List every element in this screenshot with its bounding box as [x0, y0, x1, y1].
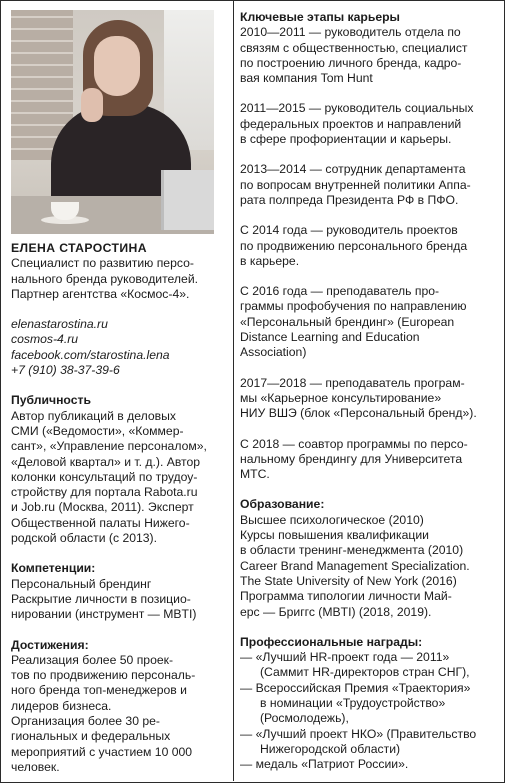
award-item: в номинации «Трудоустройство»	[260, 695, 446, 710]
text-line: ного бренда топ-менеджеров и	[11, 683, 187, 698]
left-column	[11, 10, 227, 775]
contact-list	[11, 317, 227, 378]
award-item: — медаль «Патриот России».	[240, 757, 409, 772]
achievements-heading: Достижения:	[11, 637, 89, 652]
text-line: связям с общественностью, специалист	[240, 40, 468, 55]
career-block	[240, 101, 502, 147]
text-line: С 2014 года — руководитель проектов	[240, 223, 458, 238]
text-line: по продвижению персонального бренда	[240, 238, 468, 253]
text-line: рата полпреда Президента РФ в ПФО.	[240, 192, 459, 207]
text-line: «Персональный брендинг» (European	[240, 314, 455, 329]
text-line: нальному брендингу для Университета	[240, 451, 463, 466]
career-block	[240, 223, 502, 269]
text-line: 2011—2015 — руководитель социальных	[240, 101, 474, 116]
text-line: Общественной палаты Нижего-	[11, 515, 190, 530]
text-line: сант», «Управление персоналом»,	[11, 439, 207, 454]
role-line: Партнер агентства «Космос-4».	[11, 286, 190, 301]
text-line: в сфере профориентации и карьеры.	[240, 132, 452, 147]
award-item: (Саммит HR-директоров стран СНГ),	[260, 665, 470, 680]
award-item: — «Лучший проект НКО» (Правительство	[240, 726, 477, 741]
phone-number[interactable]: +7 (910) 38-37-39-6	[11, 363, 120, 378]
awards-heading: Профессиональные награды:	[240, 634, 423, 649]
text-line: Организация более 30 ре-	[11, 714, 160, 729]
facebook-link[interactable]: facebook.com/starostina.lena	[11, 347, 170, 362]
text-line: Реализация более 50 проек-	[11, 652, 174, 667]
competencies-text	[11, 577, 227, 623]
text-line: граммы профобучения по направлению	[240, 299, 467, 314]
text-line: и Job.ru (Москва, 2011). Эксперт	[11, 500, 194, 515]
text-line: тов по продвижению персональ-	[11, 668, 196, 683]
text-line: гиональных и федеральных	[11, 729, 171, 744]
text-line: Career Brand Management Specialization.	[240, 558, 470, 573]
text-line: по вопросам внутренней политики Аппа-	[240, 177, 471, 192]
text-line: Association)	[240, 345, 307, 360]
text-line: МТС.	[240, 467, 270, 482]
award-item: — Всероссийская Премия «Траектория»	[240, 680, 471, 695]
career-block	[240, 284, 502, 360]
text-line: лидеров бизнеса.	[11, 698, 112, 713]
portrait-photo	[11, 10, 214, 234]
text-line: Курсы повышения квалификации	[240, 528, 429, 543]
text-line: Автор публикаций в деловых	[11, 408, 176, 423]
text-line: Программа типологии личности Май-	[240, 589, 452, 604]
text-line: С 2016 года — преподаватель про-	[240, 284, 440, 299]
competencies-heading: Компетенции:	[11, 561, 96, 576]
text-line: «Деловой квартал» и т. д.). Автор	[11, 454, 201, 469]
award-item: (Росмолодежь),	[260, 711, 349, 726]
text-line: мероприятий с участием 10 000	[11, 744, 193, 759]
text-line: Раскрытие личности в позицио-	[11, 591, 191, 606]
text-line: родской области (с 2013).	[11, 531, 157, 546]
education-text	[240, 513, 502, 620]
awards-list	[240, 650, 502, 772]
text-line: Высшее психологическое (2010)	[240, 512, 424, 527]
publicity-text	[11, 409, 227, 547]
right-column	[240, 10, 502, 772]
text-line: в области тренинг-менеджмента (2010)	[240, 543, 464, 558]
career-block	[240, 25, 502, 86]
education-heading: Образование:	[240, 497, 325, 512]
person-name: ЕЛЕНА СТАРОСТИНА	[11, 241, 147, 255]
text-line: ерс — Бриггс (MBTI) (2018, 2019).	[240, 604, 432, 619]
text-line: 2013—2014 — сотрудник департамента	[240, 162, 466, 177]
career-block	[240, 162, 502, 208]
text-line: 2010—2011 — руководитель отдела по	[240, 25, 461, 40]
website-link[interactable]: elenastarostina.ru	[11, 317, 108, 332]
text-line: Distance Learning and Education	[240, 330, 420, 345]
text-line: стройству для портала Rabota.ru	[11, 485, 198, 500]
achievements-text	[11, 653, 227, 775]
text-line: НИУ ВШЭ (блок «Персональный бренд»).	[240, 406, 477, 421]
career-block	[240, 437, 502, 483]
text-line: в карьере.	[240, 253, 300, 268]
career-block	[240, 376, 502, 422]
text-line: 2017—2018 — преподаватель програм-	[240, 375, 465, 390]
column-divider	[233, 0, 234, 781]
text-line: СМИ («Ведомости», «Коммер-	[11, 423, 184, 438]
award-item: — «Лучший HR-проект года — 2011»	[240, 650, 450, 665]
text-line: The State University of New York (2016)	[240, 573, 457, 588]
text-line: вая компания Tom Hunt	[240, 71, 373, 86]
agency-link[interactable]: cosmos-4.ru	[11, 332, 79, 347]
role-line: Специалист по развитию персо-	[11, 256, 194, 271]
text-line: нировании (инструмент — MBTI)	[11, 607, 197, 622]
text-line: человек.	[11, 759, 60, 774]
publicity-heading: Публичность	[11, 393, 91, 408]
text-line: Персональный брендинг	[11, 576, 152, 591]
text-line: федеральных проектов и направлений	[240, 116, 462, 131]
text-line: колонки консультаций по трудоу-	[11, 469, 198, 484]
text-line: по построению личного бренда, кадро-	[240, 55, 462, 70]
text-line: С 2018 — соавтор программы по персо-	[240, 436, 468, 451]
text-line: мы «Карьерное консультирование»	[240, 390, 442, 405]
career-heading: Ключевые этапы карьеры	[240, 10, 400, 24]
role-description	[11, 256, 227, 302]
role-line: нального бренда руководителей.	[11, 271, 199, 286]
award-item: Нижегородской области)	[260, 741, 401, 756]
